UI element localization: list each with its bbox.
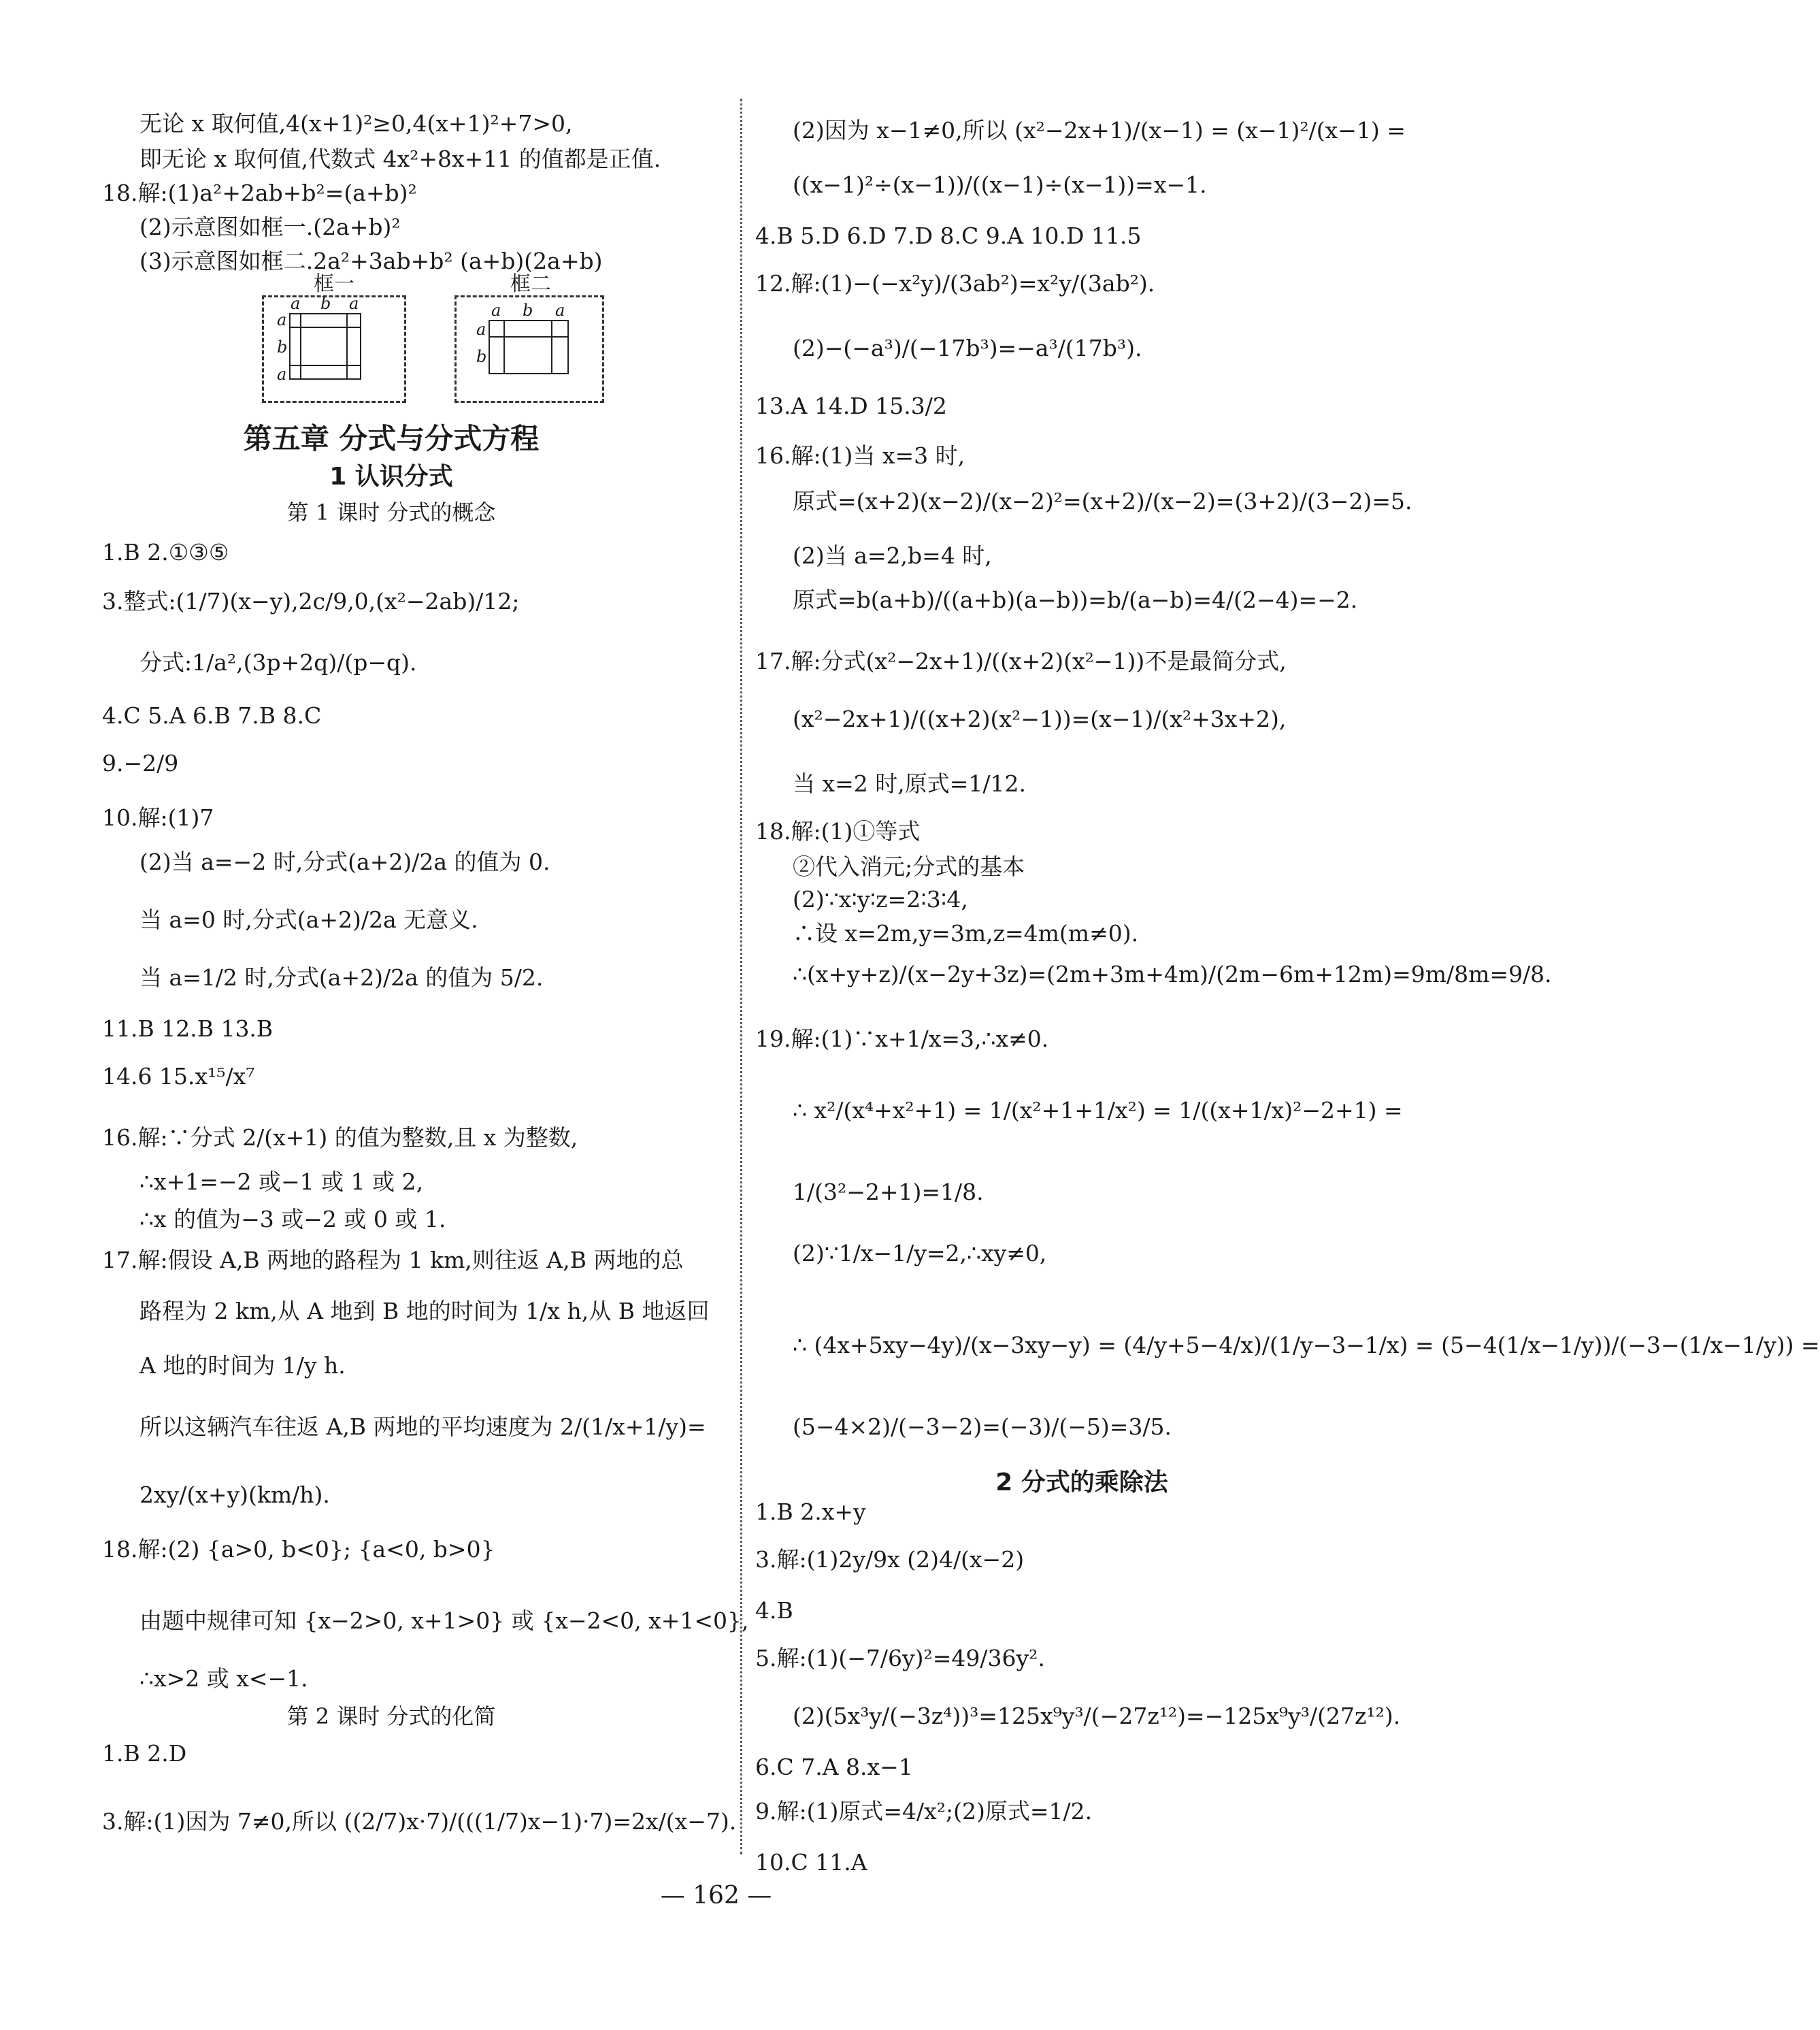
frame-2-title: 框二 [510,272,551,296]
answer-line: 12.解:(1)−(−x²y)/(3ab²)=x²y/(3ab²). [755,270,1155,297]
answer-line: ((x−1)²÷(x−1))/((x−1)÷(x−1))=x−1. [793,171,1207,198]
answer-line: 4.B [755,1597,793,1624]
answer-line: 9.−2/9 [102,750,179,776]
answer-line: ∴x>2 或 x<−1. [139,1665,308,1692]
answer-line: 10.解:(1)7 [102,804,214,831]
answer-line: 16.解:∵分式 2/(x+1) 的值为整数,且 x 为整数, [102,1124,578,1151]
answer-line: (2)∵1/x−1/y=2,∴xy≠0, [793,1240,1047,1266]
answer-line: (2)∵x∶y∶z=2∶3∶4, [793,886,968,913]
answer-line: 原式=b(a+b)/((a+b)(a−b))=b/(a−b)=4/(2−4)=−2. [793,587,1358,613]
answer-line: ∴(x+y+z)/(x−2y+3z)=(2m+3m+4m)/(2m−6m+12m)=9m/8m=9/8. [793,961,1552,987]
answer-line: 由题中规律可知 {x−2>0, x+1>0} 或 {x−2<0, x+1<0}, [139,1607,749,1634]
answer-line: 3.整式:(1/7)(x−y),2c/9,0,(x²−2ab)/12; [102,588,520,615]
answer-line: (5−4×2)/(−3−2)=(−3)/(−5)=3/5. [793,1413,1172,1440]
answer-line: 当 a=1/2 时,分式(a+2)/2a 的值为 5/2. [139,964,544,991]
answer-line: ∴设 x=2m,y=3m,z=4m(m≠0). [793,920,1139,947]
answer-line: 当 a=0 时,分式(a+2)/2a 无意义. [139,906,478,933]
answer-line: 1.B 2.①③⑤ [102,539,229,566]
lesson-heading-1: 第 1 课时 分式的概念 [286,500,496,525]
answer-line: 17.解:假设 A,B 两地的路程为 1 km,则往返 A,B 两地的总 [102,1247,684,1273]
answer-line: ∴x+1=−2 或−1 或 1 或 2, [139,1168,424,1195]
answer-line: 3.解:(1)2y/9x (2)4/(x−2) [755,1546,1025,1573]
answer-line: 所以这辆汽车往返 A,B 两地的平均速度为 2/(1/x+1/y)= [139,1413,706,1440]
answer-line: 13.A 14.D 15.3/2 [755,393,947,419]
answer-line: 17.解:分式(x²−2x+1)/((x+2)(x²−1))不是最简分式, [755,648,1287,674]
answer-line: 4.B 5.D 6.D 7.D 8.C 9.A 10.D 11.5 [755,223,1142,249]
answer-line: (2)示意图如框一.(2a+b)² [139,214,401,240]
figure-frame-2: 框二 a b a a b [454,267,604,403]
answer-line: 原式=(x+2)(x−2)/(x−2)²=(x+2)/(x−2)=(3+2)/(3−2)=5. [793,488,1412,514]
frame-1-title: 框一 [314,272,354,296]
answer-line: (2)当 a=2,b=4 时, [793,542,992,569]
page-number: — 162 — [660,1882,772,1910]
answer-line: 19.解:(1)∵x+1/x=3,∴x≠0. [755,1026,1049,1052]
answer-line: 3.解:(1)因为 7≠0,所以 ((2/7)x·7)/(((1/7)x−1)·7)=2x/(x−7). [102,1808,737,1835]
answer-line: 6.C 7.A 8.x−1 [755,1754,913,1780]
answer-line: ∴ x²/(x⁴+x²+1) = 1/(x²+1+1/x²) = 1/((x+1/x)²−2+1) = [793,1097,1403,1124]
column-divider [740,99,742,1854]
answer-line: 10.C 11.A [755,1849,867,1876]
answer-line: 4.C 5.A 6.B 7.B 8.C [102,702,322,729]
answer-line: (2)−(−a³)/(−17b³)=−a³/(17b³). [793,335,1142,361]
answer-line: 1/(3²−2+1)=1/8. [793,1179,984,1205]
section-heading-2: 2 分式的乘除法 [995,1469,1168,1496]
answer-line: (2)因为 x−1≠0,所以 (x²−2x+1)/(x−1) = (x−1)²/(x−1) = [793,117,1406,144]
section-heading-1: 1 认识分式 [329,463,453,491]
answer-line: 1.B 2.D [102,1740,187,1767]
chapter-heading: 第五章 分式与分式方程 [243,422,540,455]
answer-line: 11.B 12.B 13.B [102,1015,274,1042]
answer-line: 1.B 2.x+y [755,1499,866,1525]
answer-line: (2)(5x³y/(−3z⁴))³=125x⁹y³/(−27z¹²)=−125x⁹y³/(27z¹²). [793,1703,1401,1729]
answer-line: 分式:1/a²,(3p+2q)/(p−q). [139,649,417,676]
answer-line: 即无论 x 取何值,代数式 4x²+8x+11 的值都是正值. [139,146,661,172]
answer-line: 路程为 2 km,从 A 地到 B 地的时间为 1/x h,从 B 地返回 [139,1298,710,1324]
answer-line: 18.解:(1)a²+2ab+b²=(a+b)² [102,180,417,206]
answer-line: 无论 x 取何值,4(x+1)²≥0,4(x+1)²+7>0, [139,110,573,137]
answer-line: (x²−2x+1)/((x+2)(x²−1))=(x−1)/(x²+3x+2), [793,706,1287,732]
answer-line: 16.解:(1)当 x=3 时, [755,442,965,469]
lesson-heading-2: 第 2 课时 分式的化简 [286,1703,496,1729]
answer-line: (3)示意图如框二.2a²+3ab+b² (a+b)(2a+b) [139,248,603,274]
figure-frame-1: 框一 a b a a b a [262,267,406,403]
answer-line: (2)当 a=−2 时,分式(a+2)/2a 的值为 0. [139,849,550,875]
answer-line: ②代入消元;分式的基本 [793,853,1025,880]
answer-line: 5.解:(1)(−7/6y)²=49/36y². [755,1645,1045,1671]
answer-line: ∴ (4x+5xy−4y)/(x−3xy−y) = (4/y+5−4/x)/(1/y−3−1/x) = (5−4(1/x−1/y))/(−3−(1/x−1/y)) = [793,1332,1820,1358]
answer-line: 9.解:(1)原式=4/x²;(2)原式=1/2. [755,1798,1093,1824]
answer-line: 当 x=2 时,原式=1/12. [793,770,1026,797]
answer-line: 18.解:(1)①等式 [755,818,921,845]
answer-line: ∴x 的值为−3 或−2 或 0 或 1. [139,1206,446,1232]
answer-line: 14.6 15.x¹⁵/x⁷ [102,1063,255,1090]
answer-line: 2xy/(x+y)(km/h). [139,1481,330,1508]
answer-line: A 地的时间为 1/y h. [139,1352,346,1379]
answer-line: 18.解:(2) {a>0, b<0}; {a<0, b>0} [102,1536,495,1562]
